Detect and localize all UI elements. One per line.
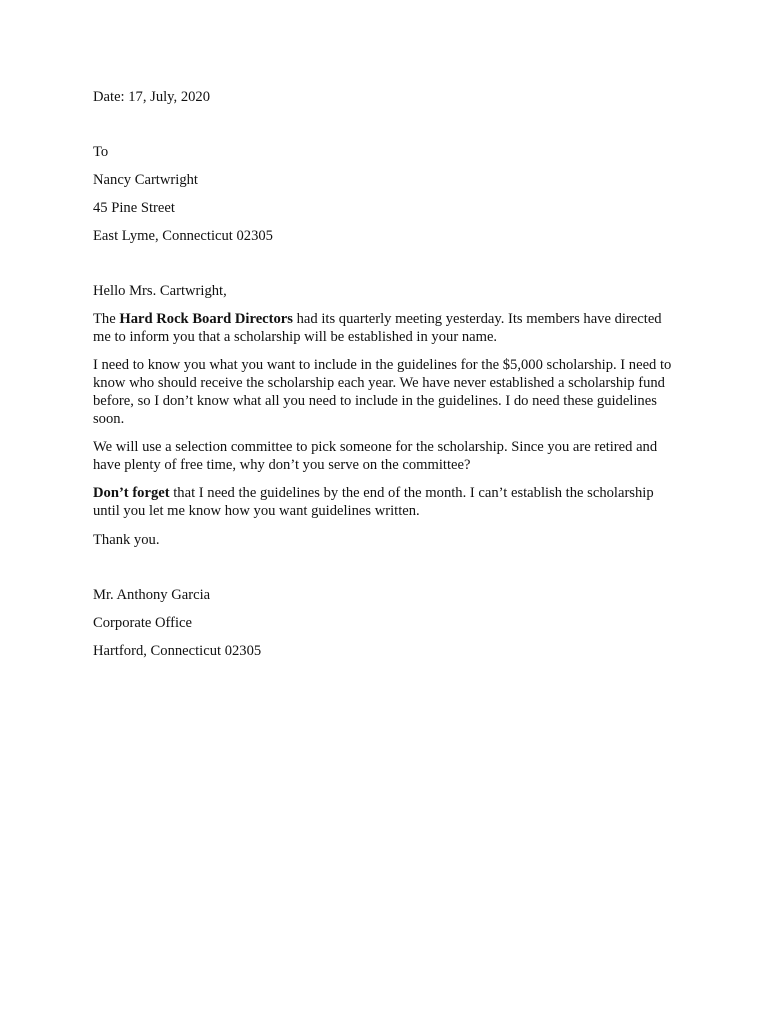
body-paragraph-1-rest: had its quarterly meeting yesterday. Its members have directed me to inform you that a scholarship will be established in your name. [93, 311, 662, 345]
date-line: Date: 17, July, 2020 [93, 89, 211, 105]
greeting: Hello Mrs. Cartwright, [93, 283, 227, 299]
body-paragraph-4 [93, 484, 683, 520]
recipient-name: Nancy Cartwright [93, 172, 198, 188]
closing: Thank you. [93, 532, 160, 548]
body-paragraph-1 [93, 310, 683, 346]
dont-forget-emphasis: Don’t forget [93, 485, 170, 501]
recipient-city: East Lyme, Connecticut 02305 [93, 228, 273, 244]
body-paragraph-3: We will use a selection committee to pick someone for the scholarship. Since you are retired and have plenty of free time, why don’t you serve on the committee? [93, 439, 658, 473]
recipient-street: 45 Pine Street [93, 200, 175, 216]
to-label: To [93, 144, 109, 160]
body-paragraph-2: I need to know you what you want to include in the guidelines for the $5,000 scholarship. I need to know who should receive the scholarship each year. We have never established a scholarship fund before, so I don’t know what all you need to include in the guidelines. I do need these guidelines soon. [93, 357, 672, 427]
sender-name: Mr. Anthony Garcia [93, 587, 211, 603]
body-paragraph-4-rest: that I need the guidelines by the end of the month. I can’t establish the scholarship until you let me know how you want guidelines written. [93, 485, 654, 519]
body-paragraph-1-lead: The [93, 311, 120, 327]
board-name: Hard Rock Board Directors [119, 311, 293, 327]
sender-city: Hartford, Connecticut 02305 [93, 643, 262, 659]
sender-office: Corporate Office [93, 615, 193, 631]
